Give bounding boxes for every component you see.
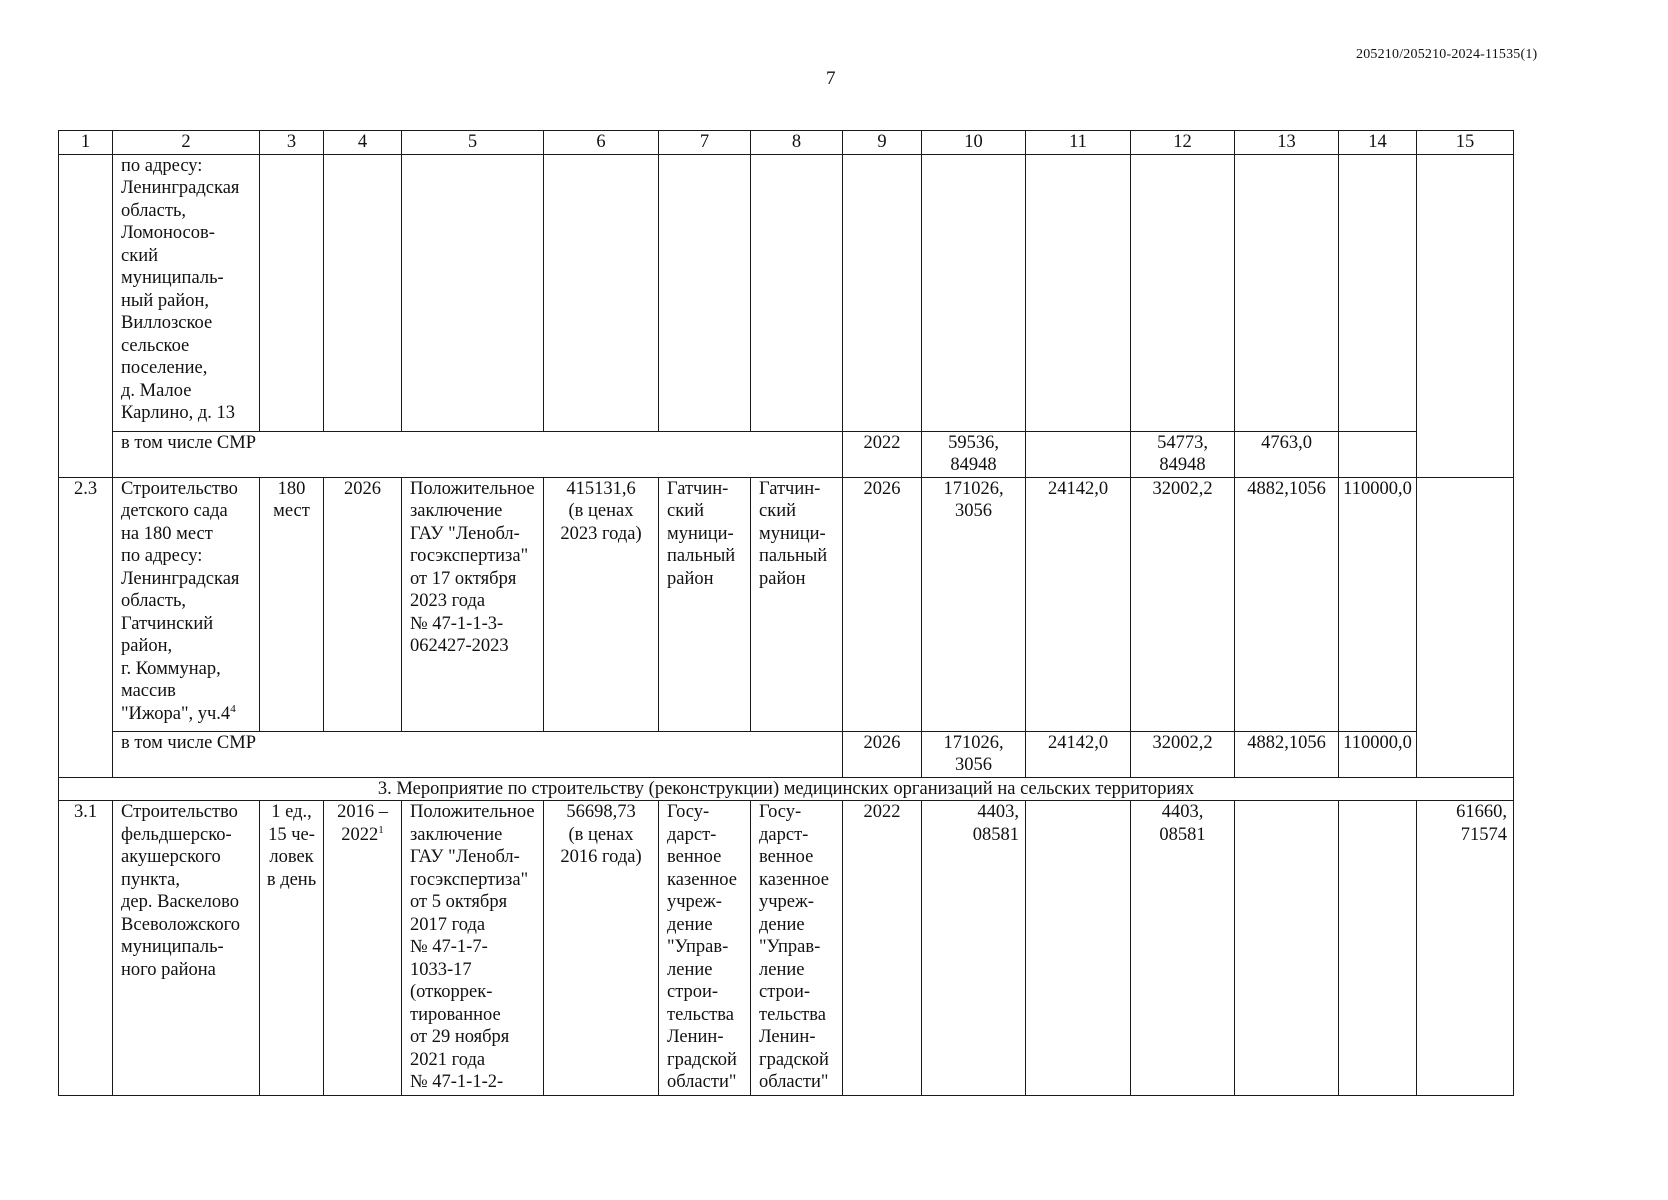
local-cell: 4882,1056 xyxy=(1235,731,1339,777)
total-cell xyxy=(922,154,1026,431)
col-num-1: 1 xyxy=(59,131,113,155)
table-row-smr xyxy=(59,731,1514,777)
col-num-13: 13 xyxy=(1235,131,1339,155)
col-num-3: 3 xyxy=(260,131,324,155)
customer-cell: Гатчин- ский муници- пальный район xyxy=(659,477,751,731)
extra-cell: 110000,0 xyxy=(1339,477,1417,731)
cost-cell xyxy=(544,154,659,431)
year-cell: 2022 xyxy=(843,801,922,1096)
table-row xyxy=(59,801,1514,1096)
federal-cell xyxy=(1026,801,1131,1096)
object-name: Строительство фельдшерско- акушерского пункта, дер. Васкелово Всеволожского муниципаль- ного района xyxy=(113,801,260,1096)
row-number: 2.3 xyxy=(59,477,113,777)
federal-cell xyxy=(1026,154,1131,431)
cost-cell: 56698,73 (в ценах 2016 года) xyxy=(544,801,659,1096)
regional-cell: 4403, 08581 xyxy=(1131,801,1235,1096)
extra-cell xyxy=(1339,154,1417,431)
total-cell: 4403, 08581 xyxy=(922,801,1026,1096)
capacity-cell: 180 мест xyxy=(260,477,324,731)
period-cell xyxy=(324,154,402,431)
year-cell: 2026 xyxy=(843,731,922,777)
extra-cell: 110000,0 xyxy=(1339,731,1417,777)
remainder-cell xyxy=(1417,477,1514,777)
col-num-7: 7 xyxy=(659,131,751,155)
section-row xyxy=(59,777,1514,801)
remainder-cell: 61660, 71574 xyxy=(1417,801,1514,1096)
year-cell: 2026 xyxy=(843,477,922,731)
total-cell: 59536, 84948 xyxy=(922,431,1026,477)
capacity-cell: 1 ед., 15 че- ловек в день xyxy=(260,801,324,1096)
col-num-2: 2 xyxy=(113,131,260,155)
developer-cell xyxy=(751,154,843,431)
col-num-10: 10 xyxy=(922,131,1026,155)
period-cell xyxy=(324,801,402,1096)
regional-cell: 32002,2 xyxy=(1131,731,1235,777)
col-num-4: 4 xyxy=(324,131,402,155)
col-num-14: 14 xyxy=(1339,131,1417,155)
page-number: 7 xyxy=(826,68,836,89)
period-cell: 2026 xyxy=(324,477,402,731)
federal-cell: 24142,0 xyxy=(1026,477,1131,731)
col-num-11: 11 xyxy=(1026,131,1131,155)
local-cell: 4882,1056 xyxy=(1235,477,1339,731)
col-num-8: 8 xyxy=(751,131,843,155)
program-table xyxy=(58,130,1514,1096)
local-cell xyxy=(1235,801,1339,1096)
developer-cell: Гатчин- ский муници- пальный район xyxy=(751,477,843,731)
table-row-smr xyxy=(59,431,1514,477)
expertise-cell: Положительное заключение ГАУ "Ленобл- госэкспертиза" от 17 октября 2023 года № 47-1-1-3- 062427-2023 xyxy=(402,477,544,731)
extra-cell xyxy=(1339,431,1417,477)
col-num-9: 9 xyxy=(843,131,922,155)
object-address: по адресу: Ленинградская область, Ломоносов- ский муниципаль- ный район, Виллозское сельское поселение, д. Малое Карлино, д. 13 xyxy=(113,154,260,431)
column-number-header xyxy=(59,131,1514,155)
footnote-mark: 1 xyxy=(378,823,384,836)
total-cell: 171026, 3056 xyxy=(922,477,1026,731)
table-row xyxy=(59,154,1514,431)
expertise-cell: Положительное заключение ГАУ "Ленобл- госэкспертиза" от 5 октября 2017 года № 47-1-7- 1033-17 (откоррек- тированное от 29 ноября 2021 года № 47-1-1-2- xyxy=(402,801,544,1096)
cost-cell: 415131,6 (в ценах 2023 года) xyxy=(544,477,659,731)
regional-cell: 32002,2 xyxy=(1131,477,1235,731)
customer-cell xyxy=(659,154,751,431)
remainder-cell xyxy=(1417,154,1514,477)
col-num-15: 15 xyxy=(1417,131,1514,155)
period-text: 2016 – 2022 xyxy=(337,802,388,845)
federal-cell: 24142,0 xyxy=(1026,731,1131,777)
col-num-5: 5 xyxy=(402,131,544,155)
year-cell: 2022 xyxy=(843,431,922,477)
row-number: 3.1 xyxy=(59,801,113,1096)
regional-cell xyxy=(1131,154,1235,431)
total-cell: 171026, 3056 xyxy=(922,731,1026,777)
col-num-6: 6 xyxy=(544,131,659,155)
expertise-cell xyxy=(402,154,544,431)
col-num-12: 12 xyxy=(1131,131,1235,155)
footnote-mark: 4 xyxy=(230,702,236,715)
object-name-text: Строительство детского сада на 180 мест по адресу: Ленинградская область, Гатчинский район, г. Коммунар, массив "Ижора", уч.4 xyxy=(121,478,240,724)
object-name xyxy=(113,477,260,731)
document-id: 205210/205210-2024-11535(1) xyxy=(1356,47,1538,62)
capacity-cell xyxy=(260,154,324,431)
local-cell: 4763,0 xyxy=(1235,431,1339,477)
table-row xyxy=(59,477,1514,731)
extra-cell xyxy=(1339,801,1417,1096)
developer-cell: Госу- дарст- венное казенное учреж- дение "Управ- ление строи- тельства Ленин- градской области" xyxy=(751,801,843,1096)
section-title: 3. Мероприятие по строительству (реконструкции) медицинских организаций на сельских территориях xyxy=(59,777,1514,801)
smr-label: в том числе СМР xyxy=(113,731,843,777)
year-cell xyxy=(843,154,922,431)
customer-cell: Госу- дарст- венное казенное учреж- дение "Управ- ление строи- тельства Ленин- градской области" xyxy=(659,801,751,1096)
regional-cell: 54773, 84948 xyxy=(1131,431,1235,477)
federal-cell xyxy=(1026,431,1131,477)
row-number xyxy=(59,154,113,477)
local-cell xyxy=(1235,154,1339,431)
smr-label: в том числе СМР xyxy=(113,431,843,477)
